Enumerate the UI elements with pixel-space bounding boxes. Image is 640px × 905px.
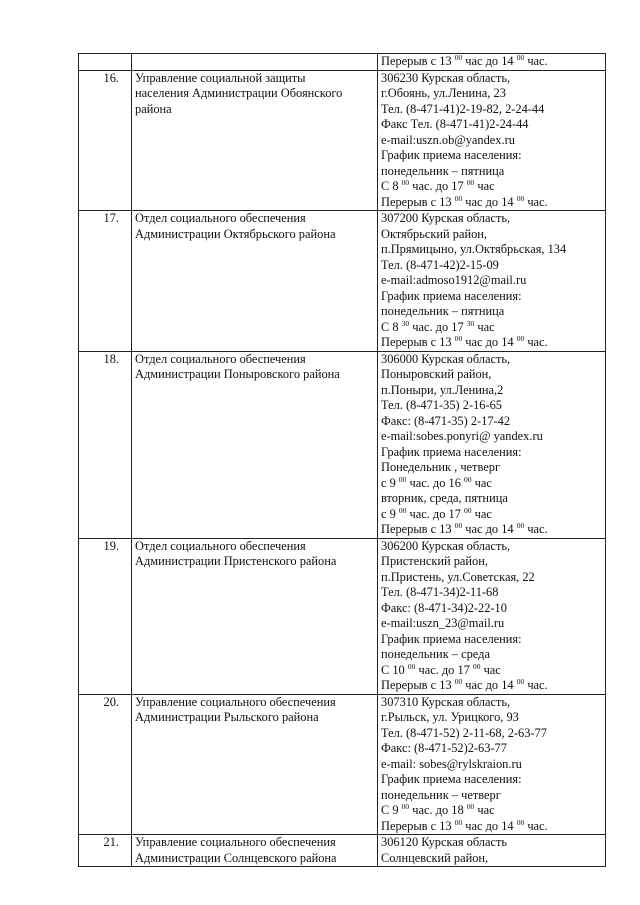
contact-text: понедельник – пятница	[381, 163, 505, 178]
contact-text: Перерыв с 13	[381, 678, 455, 692]
contacts-cell	[378, 70, 606, 211]
contact-text: час до 14	[462, 678, 517, 692]
contact-text: г.Обоянь, ул.Ленина, 23	[381, 86, 506, 100]
contact-text: час. до 17	[409, 179, 467, 193]
time-minutes: 30	[466, 318, 475, 328]
contact-text: понедельник – четверг	[381, 787, 501, 802]
table-row	[79, 70, 606, 211]
contact-text: График приема населения:	[381, 444, 522, 459]
contact-text: с 9	[381, 475, 399, 490]
contact-line	[381, 289, 602, 305]
contact-text: 306000 Курская область,	[381, 351, 511, 366]
contact-line	[381, 616, 602, 632]
time-minutes: 00	[516, 521, 525, 530]
contact-line	[381, 835, 602, 851]
contact-text: час до 14	[462, 818, 517, 833]
contact-text: Тел. (8-471-35) 2-16-65	[381, 398, 502, 412]
contact-text: час	[471, 475, 492, 490]
contact-text: 307310 Курская область,	[381, 694, 511, 709]
contact-text: 306200 Курская область,	[381, 538, 511, 553]
time-minutes: 00	[401, 178, 410, 187]
contact-line	[381, 757, 602, 773]
contact-text: График приема населения:	[381, 148, 522, 162]
contact-text: час.	[524, 522, 548, 536]
contact-text: Факс: (8-471-52)2-63-77	[381, 741, 507, 755]
time-minutes: 00	[516, 817, 525, 827]
contact-line	[381, 164, 602, 180]
contact-line	[381, 86, 602, 102]
contact-text: С 10	[381, 662, 408, 677]
contact-text: час.	[524, 194, 548, 209]
contact-text: Тел. (8-471-52) 2-11-68, 2-63-77	[381, 725, 547, 740]
contact-line	[381, 491, 602, 507]
table-row	[79, 835, 606, 867]
organization-name-cell	[132, 351, 378, 538]
contact-text: e-mail:uszn.ob@yandex.ru	[381, 132, 515, 147]
contact-text: час. до 18	[409, 803, 467, 817]
organization-name-line: Администрации Солнцевского района	[135, 850, 337, 865]
time-minutes: 00	[407, 661, 416, 671]
organization-name-line: Отдел социального обеспечения	[135, 538, 306, 553]
contacts-cell	[378, 54, 606, 71]
contact-text: час	[474, 803, 495, 817]
organization-name-line: Управление социальной защиты	[135, 70, 306, 85]
schedule-line: Перерыв с 13 $^{00}$ час до 14 $^{00}$ час.	[381, 53, 548, 68]
organization-name-line: населения Администрации Обоянского	[135, 86, 343, 100]
number-cell	[79, 54, 132, 71]
contact-line	[381, 117, 602, 133]
contact-line	[381, 102, 602, 118]
contact-text: час. до 16	[406, 475, 464, 490]
contacts-cell	[378, 694, 606, 835]
contact-line	[381, 507, 602, 523]
contacts-cell	[378, 835, 606, 867]
time-minutes: 30	[401, 318, 410, 328]
contact-text: п.Пристень, ул.Советская, 22	[381, 569, 535, 584]
time-minutes: 00	[472, 661, 481, 671]
contact-line	[381, 367, 602, 383]
organization-name-line: Администрации Поныровского района	[135, 367, 340, 381]
offices-table	[78, 53, 606, 867]
contact-text: час.	[524, 335, 548, 349]
time-minutes: 00	[454, 521, 463, 530]
organization-name-cell	[132, 835, 378, 867]
row-number: 17.	[79, 211, 132, 352]
contact-text: час. до 17	[409, 319, 467, 334]
table-row	[79, 351, 606, 538]
contact-text: час	[474, 319, 495, 334]
contact-line	[381, 71, 602, 87]
contact-text: С 8	[381, 319, 402, 334]
time-minutes: 00	[466, 178, 475, 187]
contact-text: 307200 Курская область,	[381, 211, 511, 225]
organization-name-line: Отдел социального обеспечения	[135, 351, 306, 366]
organization-name-line: Администрации Рыльского района	[135, 710, 319, 724]
contact-line	[381, 585, 602, 601]
organization-name-line: Администрации Октябрьского района	[135, 226, 336, 241]
contact-line	[381, 320, 602, 336]
time-minutes: 00	[401, 802, 410, 811]
contact-text: График приема населения:	[381, 631, 522, 646]
organization-name-line: района	[135, 101, 172, 116]
contact-text: С 8	[381, 179, 402, 193]
contact-text: час. до 17	[406, 506, 464, 521]
contact-line	[381, 148, 602, 164]
contact-text: Факс: (8-471-34)2-22-10	[381, 600, 507, 615]
contact-line	[381, 678, 602, 694]
organization-name-line: Отдел социального обеспечения	[135, 211, 306, 225]
contacts-cell	[378, 211, 606, 352]
contact-line	[381, 803, 602, 819]
contact-line	[381, 414, 602, 430]
contact-line	[381, 554, 602, 570]
contact-line	[381, 352, 602, 368]
time-minutes: 00	[516, 193, 525, 203]
row-number: 16.	[79, 70, 132, 211]
table-row	[79, 694, 606, 835]
time-minutes: 00	[464, 474, 472, 484]
contact-line	[381, 460, 602, 476]
contact-text: Факс Тел. (8-471-41)2-24-44	[381, 117, 529, 131]
contact-text: час	[471, 506, 492, 521]
contact-text: Тел. (8-471-41)2-19-82, 2-24-44	[381, 101, 545, 116]
organization-name-cell	[132, 211, 378, 352]
contact-text: Октябрьский район,	[381, 226, 488, 241]
contact-text: e-mail: sobes@rylskraion.ru	[381, 756, 522, 771]
contact-text: Перерыв с 13	[381, 522, 455, 536]
contact-text: п.Прямицыно, ул.Октябрьская, 134	[381, 242, 567, 256]
row-number: 20.	[79, 694, 132, 835]
time-minutes: 00	[466, 802, 475, 811]
row-number: 18.	[79, 351, 132, 538]
organization-name-cell	[132, 694, 378, 835]
contact-text: Перерыв с 13	[381, 335, 455, 349]
contact-line	[381, 383, 602, 399]
contact-text: час до 14	[462, 194, 517, 209]
contact-line	[381, 133, 602, 149]
contact-text: График приема населения:	[381, 772, 522, 786]
contact-text: e-mail:admoso1912@mail.ru	[381, 273, 527, 287]
contact-line	[381, 851, 602, 867]
organization-name-line: Управление социального обеспечения	[135, 694, 336, 709]
contact-text: Поныровский район,	[381, 367, 492, 381]
contact-line	[381, 211, 602, 227]
contact-text: г.Рыльск, ул. Урицкого, 93	[381, 710, 519, 724]
row-number: 19.	[79, 538, 132, 694]
time-minutes: 00	[454, 334, 463, 343]
contact-line	[381, 772, 602, 788]
contact-line	[381, 227, 602, 243]
contact-line	[381, 695, 602, 711]
contact-text: 306120 Курская область	[381, 835, 508, 849]
time-minutes: 00	[398, 505, 407, 515]
contact-line	[381, 273, 602, 289]
contact-text: e-mail:uszn_23@mail.ru	[381, 616, 505, 630]
contact-text: час	[474, 179, 495, 193]
contact-line	[381, 647, 602, 663]
contact-line	[381, 429, 602, 445]
contact-line	[381, 476, 602, 492]
table-row	[79, 211, 606, 352]
contact-text: понедельник – среда	[381, 647, 490, 661]
contact-line	[381, 445, 602, 461]
contact-line	[381, 710, 602, 726]
time-minutes: 00	[516, 677, 525, 686]
contact-line	[381, 195, 602, 211]
contact-text: с 9	[381, 506, 399, 521]
row-number: 21.	[79, 835, 132, 867]
contact-line	[381, 242, 602, 258]
contact-text: Солнцевский район,	[381, 850, 489, 865]
contact-text: понедельник – пятница	[381, 304, 505, 318]
contact-line	[381, 179, 602, 195]
contact-text: час. до 17	[415, 662, 473, 677]
contact-line	[381, 258, 602, 274]
contact-text: Тел. (8-471-34)2-11-68	[381, 585, 499, 599]
organization-name-cell	[132, 538, 378, 694]
contact-text: час до 14	[462, 335, 517, 349]
contact-line	[381, 398, 602, 414]
contact-line	[381, 570, 602, 586]
contact-text: вторник, среда, пятница	[381, 491, 508, 505]
contact-line	[381, 632, 602, 648]
time-minutes: 00	[454, 817, 463, 827]
time-minutes: 00	[398, 474, 407, 484]
contact-text: Перерыв с 13	[381, 818, 455, 833]
contact-line	[381, 601, 602, 617]
contact-line	[381, 539, 602, 555]
organization-name-line: Управление социального обеспечения	[135, 835, 336, 849]
contact-line	[381, 726, 602, 742]
contact-line	[381, 335, 602, 351]
contact-text: п.Поныри, ул.Ленина,2	[381, 382, 504, 397]
organization-name-line: Администрации Пристенского района	[135, 554, 337, 568]
time-minutes: 00	[516, 334, 525, 343]
organization-name-cell	[132, 70, 378, 211]
table-row-continuation	[79, 54, 606, 71]
contacts-cell	[378, 351, 606, 538]
contact-text: час.	[524, 678, 548, 692]
time-minutes: 00	[464, 505, 472, 515]
time-minutes: 00	[454, 677, 463, 686]
contact-line	[381, 788, 602, 804]
contact-text: С 9	[381, 803, 402, 817]
contact-text: e-mail:sobes.ponyri@ yandex.ru	[381, 429, 543, 443]
contact-text: час	[480, 662, 501, 677]
time-minutes: 00	[454, 193, 463, 203]
name-cell	[132, 54, 378, 71]
table-row	[79, 538, 606, 694]
contact-line	[381, 522, 602, 538]
contact-text: час.	[524, 818, 548, 833]
contact-line	[381, 663, 602, 679]
contact-text: Понедельник , четверг	[381, 460, 501, 474]
contact-line	[381, 741, 602, 757]
contact-text: Факс: (8-471-35) 2-17-42	[381, 413, 511, 428]
contacts-cell	[378, 538, 606, 694]
contact-text: час до 14	[462, 522, 517, 536]
contact-text: Пристенский район,	[381, 554, 488, 568]
contact-line	[381, 304, 602, 320]
contact-text: График приема населения:	[381, 288, 522, 303]
contact-text: Тел. (8-471-42)2-15-09	[381, 257, 499, 272]
offices-table-body	[79, 54, 606, 867]
contact-text: Перерыв с 13	[381, 194, 455, 209]
contact-text: 306230 Курская область,	[381, 70, 511, 85]
contact-line	[381, 819, 602, 835]
